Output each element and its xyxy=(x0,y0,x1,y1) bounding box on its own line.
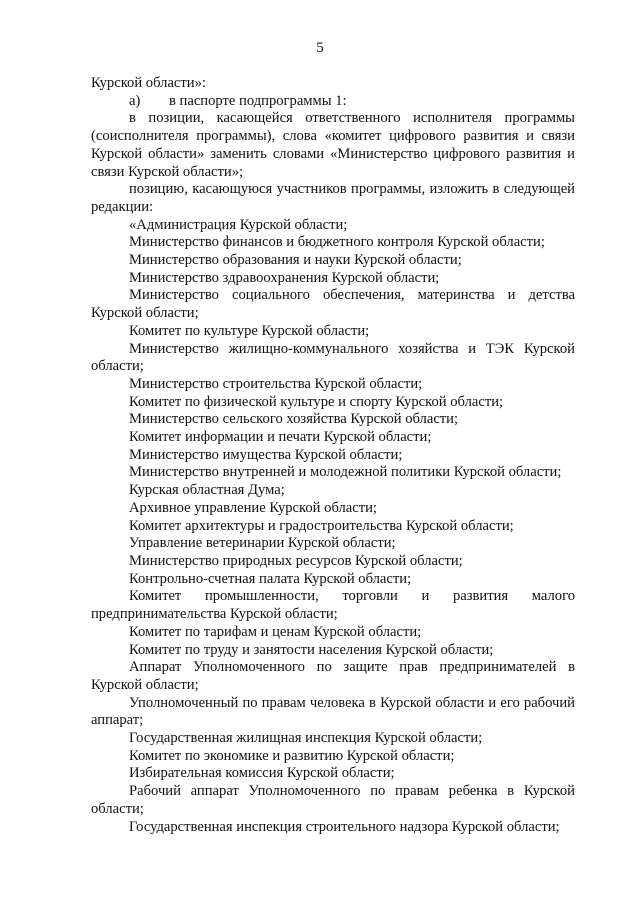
paragraph: Курской области»: xyxy=(91,75,206,91)
paragraph: Министерство образования и науки Курской области; xyxy=(129,252,462,269)
list-marker: а) xyxy=(129,92,141,109)
paragraph: Избирательная комиссия Курской области; xyxy=(129,765,395,782)
paragraph: Комитет по экономике и развитию Курской области; xyxy=(129,747,455,764)
paragraph: Государственная жилищная инспекция Курской области; xyxy=(129,730,483,747)
paragraph: Комитет промышленности, торговли и развития малого предпринимательства Курской области; xyxy=(91,588,575,623)
paragraph: Министерство строительства Курской области; xyxy=(129,375,423,392)
paragraph-text: в паспорте подпрограммы 1: xyxy=(169,92,347,109)
paragraph: Министерство социального обеспечения, материнства и детства Курской области; xyxy=(91,287,575,322)
paragraph: Министерство сельского хозяйства Курской области; xyxy=(129,411,459,428)
paragraph: Комитет по тарифам и ценам Курской области; xyxy=(129,623,422,640)
paragraph: Государственная инспекция строительного надзора Курской области; xyxy=(129,818,560,835)
paragraph: Управление ветеринарии Курской области; xyxy=(129,535,396,552)
paragraph: Комитет архитектуры и градостроительства Курской области; xyxy=(129,517,514,534)
paragraph: Комитет по физической культуре и спорту Курской области; xyxy=(129,393,504,410)
paragraph: Курская областная Дума; xyxy=(129,482,285,499)
list-item-a xyxy=(91,93,575,111)
paragraph: Комитет по культуре Курской области; xyxy=(129,322,370,339)
paragraph: в позиции, касающейся ответственного исполнителя программы (соисполнителя программы), слова «комитет цифрового развития и связи Курской области» заменить словами «Министерство цифрового развития и связи Курской области»; xyxy=(91,110,575,180)
paragraph: Комитет информации и печати Курской области; xyxy=(129,429,432,446)
paragraph: позицию, касающуюся участников программы, изложить в следующей редакции: xyxy=(91,181,575,215)
page-number: 5 xyxy=(316,40,324,56)
paragraph: Министерство имущества Курской области; xyxy=(129,446,403,463)
document-body xyxy=(91,75,575,836)
paragraph: Контрольно-счетная палата Курской области; xyxy=(129,570,412,587)
paragraph: Министерство финансов и бюджетного контроля Курской области; xyxy=(129,234,545,251)
paragraph: Министерство внутренней и молодежной политики Курской области; xyxy=(129,464,562,481)
paragraph: Министерство природных ресурсов Курской области; xyxy=(129,552,463,569)
paragraph: «Администрация Курской области; xyxy=(129,216,348,233)
paragraph: Аппарат Уполномоченного по защите прав предпринимателей в Курской области; xyxy=(91,659,575,693)
paragraph: Рабочий аппарат Уполномоченного по правам ребенка в Курской области; xyxy=(91,783,575,817)
paragraph: Комитет по труду и занятости населения Курской области; xyxy=(129,641,494,658)
paragraph: Министерство жилищно-коммунального хозяйства и ТЭК Курской области; xyxy=(91,340,575,375)
paragraph: Министерство здравоохранения Курской области; xyxy=(129,269,440,286)
paragraph: Архивное управление Курской области; xyxy=(129,499,377,516)
paragraph: Уполномоченный по правам человека в Курской области и его рабочий аппарат; xyxy=(91,694,575,729)
